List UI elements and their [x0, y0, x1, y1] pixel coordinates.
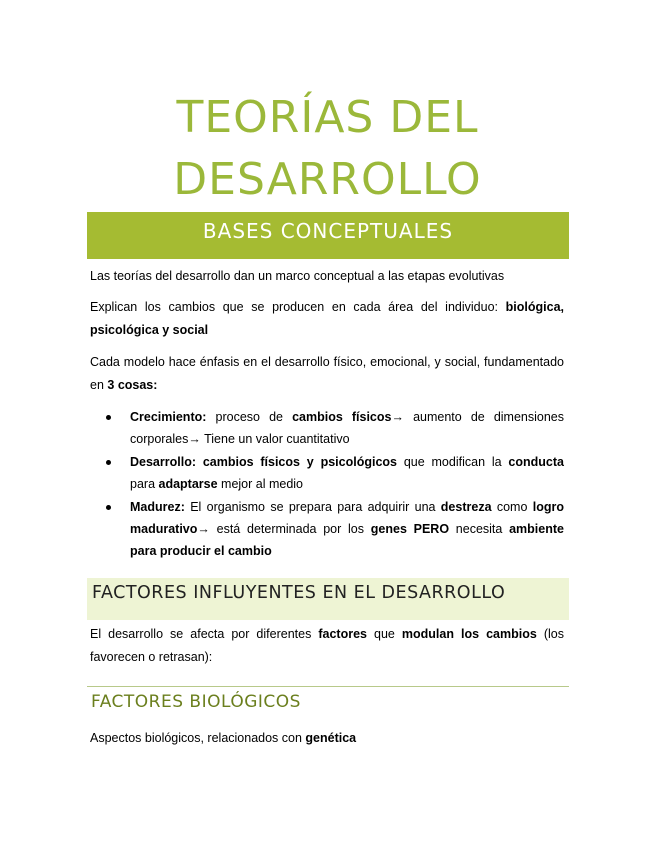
heading-factores-biologicos: FACTORES BIOLÓGICOS	[87, 686, 569, 712]
bullet-segment: ambiente para producir el cambio	[130, 522, 564, 558]
bullet-segment: mejor al medio	[217, 477, 304, 491]
concept-list-item	[90, 496, 564, 562]
factors-segment: El desarrollo se afecta por diferentes	[90, 627, 319, 641]
bullet-segment: logro madurativo→	[130, 500, 564, 536]
bullet-segment: para	[130, 477, 159, 491]
bullet-dot-icon	[106, 460, 111, 465]
bio-text: Aspectos biológicos, relacionados con	[90, 731, 306, 745]
intro-paragraph: Las teorías del desarrollo dan un marco conceptual a las etapas evolutivas	[90, 269, 505, 283]
bullet-segment: Crecimiento:	[130, 410, 207, 424]
factors-segment: factores	[318, 627, 367, 641]
bullet-segment: Madurez:	[130, 500, 185, 514]
bullet-segment: genes PERO	[370, 522, 450, 536]
title-line-2: DESARROLLO	[173, 154, 482, 205]
changes-text: Explican los cambios que se producen en cada área del individuo:	[90, 300, 506, 314]
bullet-segment: cambios físicos	[292, 410, 392, 424]
bullet-segment: destreza	[440, 500, 492, 514]
changes-bold: biológica, psicológica y social	[90, 300, 564, 337]
title-line-1: TEORÍAS DEL	[176, 92, 479, 143]
factors-segment: (los favorecen o retrasan):	[90, 627, 564, 664]
model-bold: 3 cosas:	[107, 378, 158, 392]
bullet-segment: que modifican la	[397, 455, 509, 469]
concept-list-item	[90, 451, 564, 495]
bullet-segment: Desarrollo: cambios físicos y psicológicos	[130, 455, 397, 469]
factors-paragraph	[90, 623, 564, 669]
heading-factores: FACTORES INFLUYENTES EN EL DESARROLLO	[87, 578, 569, 620]
bullet-segment: El organismo se prepara para adquirir una	[184, 500, 441, 514]
model-paragraph	[90, 351, 564, 397]
bullet-segment: está determinada por los	[209, 522, 371, 536]
bullet-segment: → aumento de dimensiones corporales→ Tiene un valor cuantitativo	[130, 410, 564, 446]
bio-paragraph	[90, 727, 564, 750]
bullet-segment: conducta	[508, 455, 564, 469]
bio-bold: genética	[305, 731, 357, 745]
model-text: Cada modelo hace énfasis en el desarrollo físico, emocional, y social, fundamentado en	[90, 355, 564, 392]
factors-segment: que	[367, 627, 402, 641]
bullet-segment: necesita	[449, 522, 510, 536]
concept-list	[90, 406, 564, 563]
changes-paragraph	[90, 296, 564, 342]
bullet-dot-icon	[106, 415, 111, 420]
concept-list-item	[90, 406, 564, 450]
bullet-segment: proceso de	[206, 410, 293, 424]
bullet-segment: adaptarse	[158, 477, 218, 491]
bullet-segment: como	[491, 500, 533, 514]
factors-segment: modulan los cambios	[401, 627, 537, 641]
section-banner: BASES CONCEPTUALES	[87, 212, 569, 259]
bullet-dot-icon	[106, 505, 111, 510]
